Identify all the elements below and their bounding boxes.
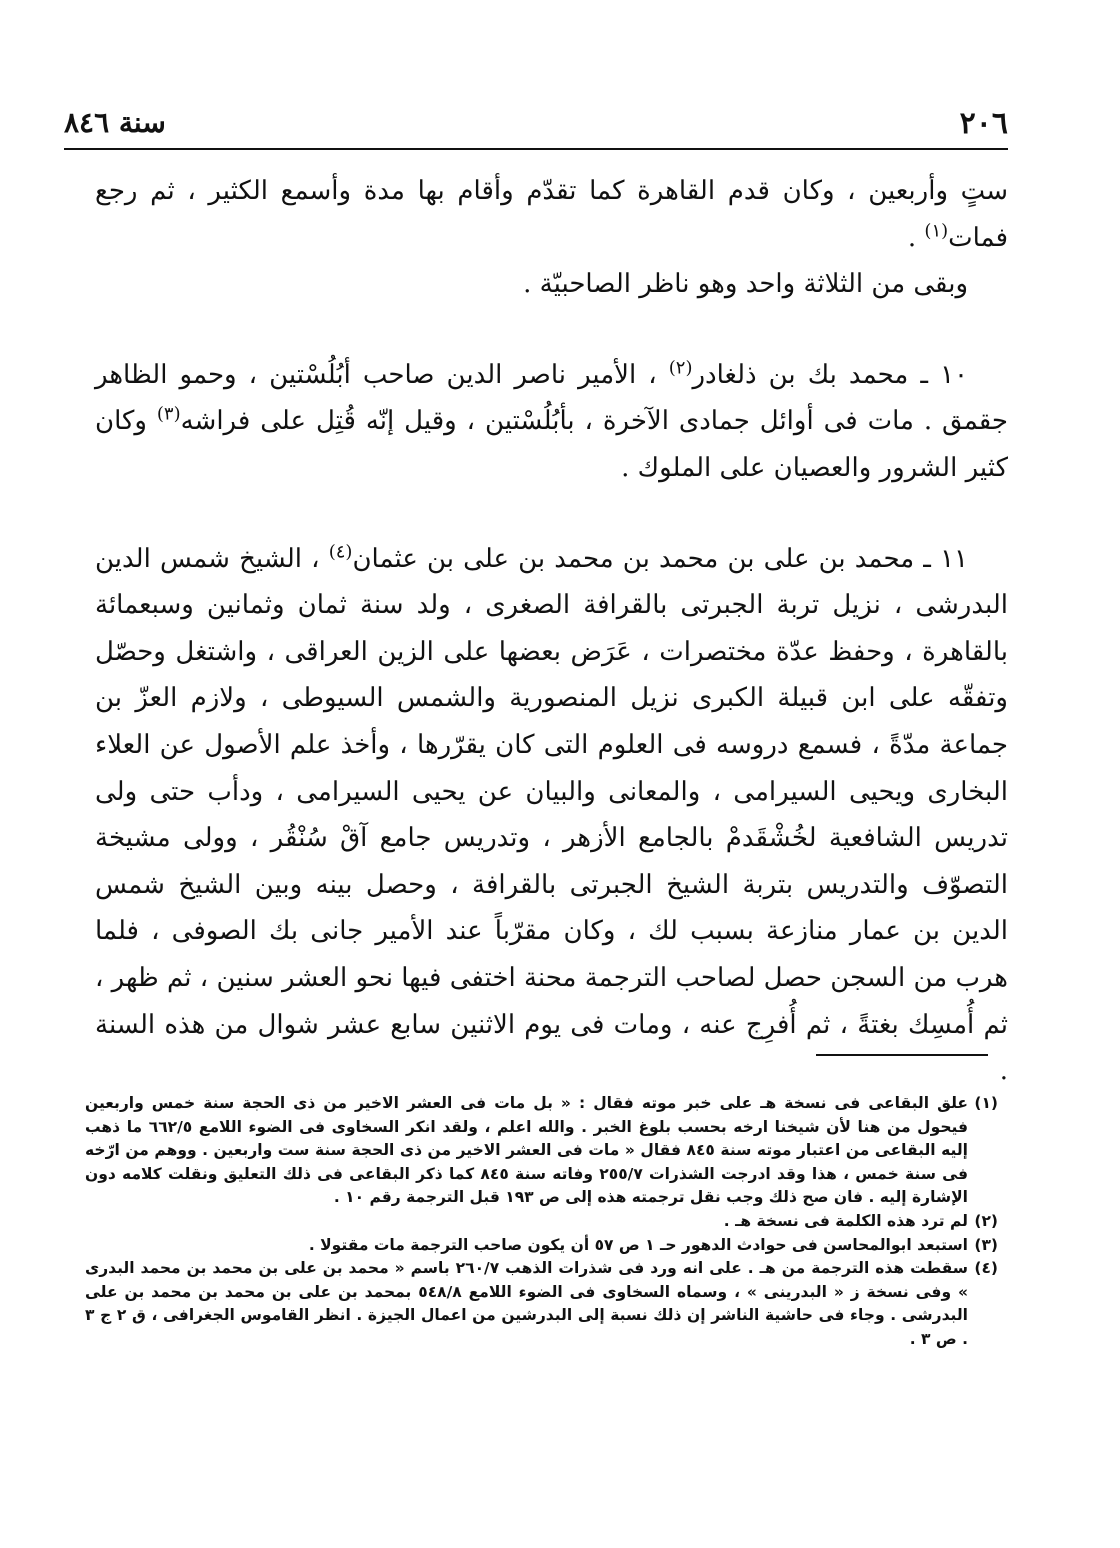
- footnote-marker-4: (٤): [328, 540, 353, 562]
- entry-11-number: ١١ ـ: [923, 543, 968, 574]
- entry-10-text-c: وكان كثير الشرور والعصيان على الملوك .: [95, 406, 1008, 483]
- footnote-marker-1: (١): [924, 219, 949, 241]
- paragraph-gap: [95, 492, 1008, 536]
- footnote-separator: [816, 1054, 988, 1056]
- footnote-marker-2: (٢): [668, 357, 693, 379]
- footnotes: [85, 1092, 998, 1352]
- paragraph-intro-line2: وبقى من الثلاثة واحد وهو ناظر الصاحبيّة .: [523, 269, 968, 300]
- paragraph-intro-line1: [95, 168, 1008, 261]
- footnote-4-text: سقطت هذه الترجمة من هـ . على انه ورد فى شذرات الذهب ٢٦٠/٧ باسم « محمد بن على بن محمد بن محمد البدرى » وفى نسخة ز « البدرينى » ، وسماه السخاوى فى الضوء اللامع ٥٤٨/٨ بمحمد بن على بن محمد بن محمد بن على البدرشى . وجاء فى حاشية الناشر إن ذلك نسبة إلى البدرشين من اعمال الجيزة . انظر القاموس الجغرافى ، ق ٢ ج ٣ . ص ٣ .: [85, 1259, 969, 1348]
- footnote-3-text: استبعد ابوالمحاسن فى حوادث الدهور حـ ١ ص ٥٧ أن يكون صاحب الترجمة مات مقتولا .: [308, 1235, 968, 1254]
- paragraph-gap: [95, 308, 1008, 352]
- footnote-1: [85, 1092, 998, 1210]
- footnote-4-number: (٤): [974, 1259, 998, 1278]
- footnote-marker-3: (٣): [156, 403, 181, 425]
- entry-11-text-b: ، الشيخ شمس الدين البدرشى ، نزيل تربة الجبرتى بالقرافة الصغرى ، ولد سنة ثمان وثمانين وسبعمائة بالقاهرة ، وحفظ عدّة مختصرات ، عَرَض بعضها على الزين العراقى ، واشتغل وحصّل وتفقّه على ابن قبيلة الكبرى نزيل المنصورية والشمس السيوطى ، ولازم العزّ بن جماعة مدّةً ، فسمع دروسه فى العلوم التى كان يقرّرها ، وأخذ علم الأصول عن العلاء البخارى ويحيى السيرامى ، والمعانى والبيان عن يحيى السيرامى ، ودأب حتى ولى تدريس الشافعية لخُشْقَدمْ بالجامع الأزهر ، وتدريس جامع آقْ سُنْقُر ، وولى مشيخة التصوّف والتدريس بتربة الشيخ الجبرتى بالقرافة ، وحصل بينه وبين الشيخ شمس الدين بن عمار منازعة بسبب لك ، وكان مقرّباً عند الأمير جانى بك الصوفى ، فلما هرب من السجن حصل لصاحب الترجمة محنة اختفى فيها نحو العشر سنين ، ثم ظهر ، ثم أُمسِك بغتةً ، ثم أُفرِج عنه ، ومات فى يوم الاثنين سابع عشر شوال من هذه السنة .: [95, 543, 1008, 1087]
- footnote-2: [85, 1210, 998, 1234]
- running-head-year: سنة ٨٤٦: [64, 106, 166, 139]
- intro-line1-end: .: [907, 222, 925, 253]
- header-rule: [64, 148, 1008, 150]
- footnote-2-number: (٢): [974, 1211, 998, 1230]
- footnote-1-text: علق البقاعى فى نسخة هـ على خبر موته فقال : « بل مات فى العشر الاخير من ذى الحجة سنة خمس واربعين فيحول من هنا لأن شيخنا ارخه بحسب بلوغ الخبر . والله اعلم ، ولقد انكر السخاوى فى الضوء اللامع ٦٦٢/٥ ما ذهب إليه البقاعى من اعتبار موته سنة ٨٤٥ فقال « مات فى العشر الاخير من ذى الحجة سنة ست واربعين . ووهم من ارّخه فى سنة خمس ، هذا وقد ادرجت الشذرات ٢٥٥/٧ وفاته سنة ٨٤٥ كما ذكر البقاعى فى ذلك التعليق ونقلت كلامه دون الإشارة إليه . فان صح ذلك وجب نقل ترجمته هذه إلى ص ١٩٣ قبل الترجمة رقم ١٠ .: [85, 1094, 968, 1207]
- footnote-3-number: (٣): [974, 1235, 998, 1254]
- footnote-1-number: (١): [974, 1094, 998, 1112]
- entry-11-text-a: محمد بن على بن محمد بن محمد بن على بن عثمان: [352, 543, 924, 574]
- entry-10-text-b: ، الأمير ناصر الدين صاحب أبُلُسْتين ، وحمو الظاهر جقمق . مات فى أوائل جمادى الآخرة ، بأبُلُسْتين ، وقيل إنّه قُتِل على فراشه: [95, 359, 1008, 437]
- entry-10: [95, 352, 1008, 492]
- entry-10-number: ١٠ ـ: [920, 359, 968, 390]
- page-number: ٢٠٦: [959, 106, 1008, 141]
- main-text: [95, 168, 1008, 1095]
- entry-10-text-a: محمد بك بن ذلغادر: [692, 359, 921, 390]
- entry-11: [95, 536, 1008, 1095]
- footnote-4: [85, 1257, 998, 1351]
- footnote-3: [85, 1234, 998, 1258]
- intro-line1-text: ستٍ وأربعين ، وكان قدم القاهرة كما تقدّم وأقام بها مدة وأسمع الكثير ، ثم رجع فمات: [95, 176, 1008, 253]
- footnote-2-text: لم ترد هذه الكلمة فى نسخة هـ .: [723, 1211, 968, 1230]
- page-header: [64, 100, 1008, 144]
